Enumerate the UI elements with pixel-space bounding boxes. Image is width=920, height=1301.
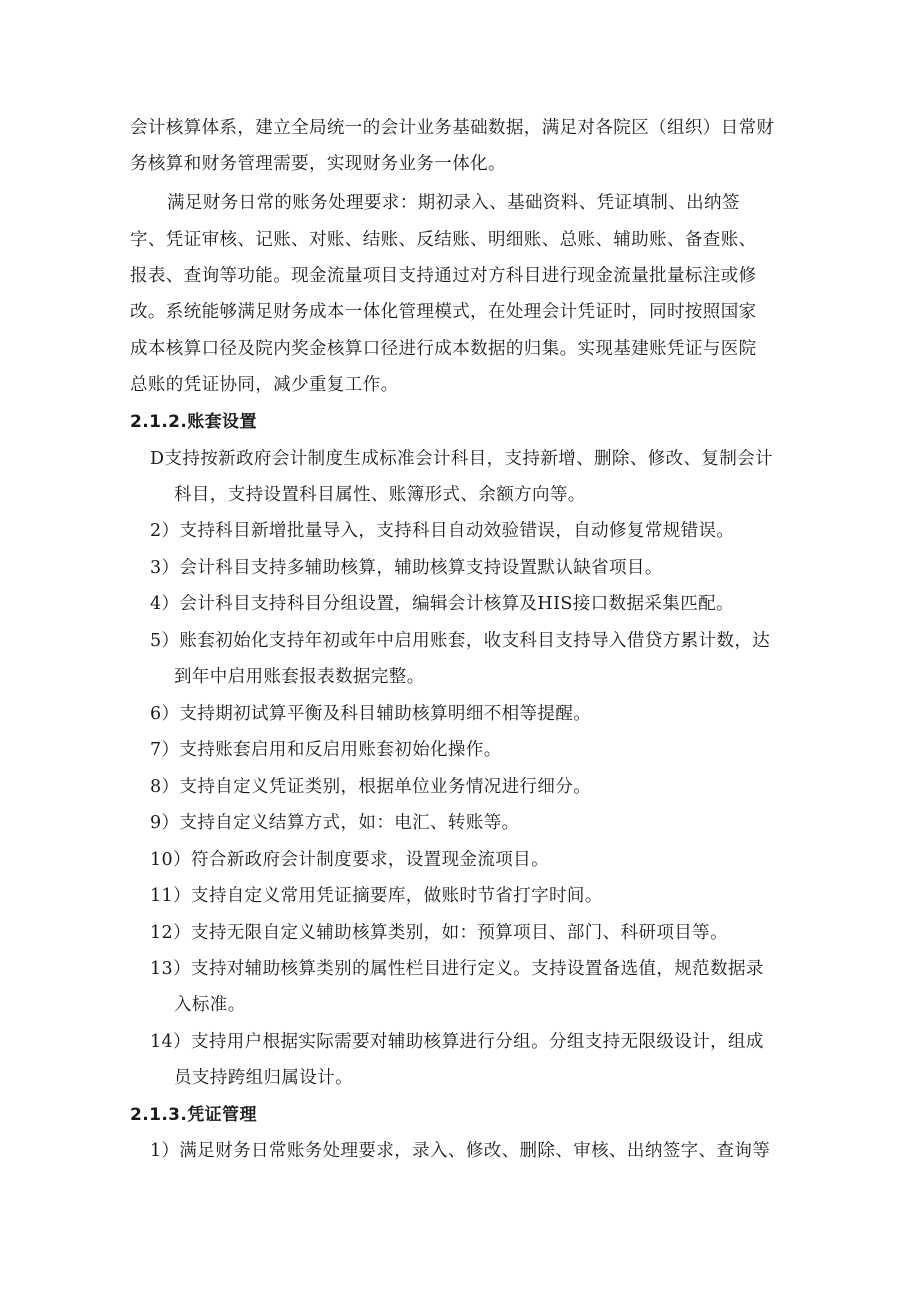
item-3: 3）会计科目支持多辅助核算，辅助核算支持设置默认缺省项目。 [150,558,663,578]
para2-line-1: 满足财务日常的账务处理要求：期初录入、基础资料、凭证填制、出纳签 [167,193,740,213]
section-heading-213: 2.1.3.凭证管理 [130,1105,257,1125]
para2-line-4: 改。系统能够满足财务成本一体化管理模式，在处理会计凭证时，同时按照国家 [130,302,757,322]
item-13-line-2: 入标准。 [174,995,246,1015]
item-14-line-1: 14）支持用户根据实际需要对辅助核算进行分组。分组支持无限级设计，组成 [150,1032,764,1052]
item-1-line-1: D支持按新政府会计制度生成标准会计科目，支持新增、删除、修改、复制会计 [150,449,774,469]
item-10: 10）符合新政府会计制度要求，设置现金流项目。 [150,850,549,870]
item-5-line-2: 到年中启用账套报表数据完整。 [174,667,425,687]
item-5-line-1: 5）账套初始化支持年初或年中启用账套，收支科目支持导入借贷方累计数，达 [150,631,771,651]
para2-line-6: 总账的凭证协同，减少重复工作。 [130,375,399,395]
section-heading-212: 2.1.2.账套设置 [130,412,257,432]
para2-line-5: 成本核算口径及院内奖金核算口径进行成本数据的归集。实现基建账凭证与医院 [130,339,757,359]
intro-line-1: 会计核算体系，建立全局统一的会计业务基础数据，满足对各院区（组织）日常财 [130,118,775,138]
item-2: 2）支持科目新增批量导入，支持科目自动效验错误，自动修复常规错误。 [150,521,735,541]
para2-line-2: 字、凭证审核、记账、对账、结账、反结账、明细账、总账、辅助账、备查账、 [130,230,757,250]
item-11: 11）支持自定义常用凭证摘要库，做账时节省打字时间。 [150,886,603,906]
item-12: 12）支持无限自定义辅助核算类别，如：预算项目、部门、科研项目等。 [150,923,728,943]
item-9: 9）支持自定义结算方式，如：电汇、转账等。 [150,813,520,833]
item-213-1: 1）满足财务日常账务处理要求，录入、修改、删除、审核、出纳签字、查询等 [150,1141,771,1161]
item-13-line-1: 13）支持对辅助核算类别的属性栏目进行定义。支持设置备选值，规范数据录 [150,959,764,979]
item-4: 4）会计科目支持科目分组设置，编辑会计核算及HIS接口数据采集匹配。 [150,594,734,614]
item-7: 7）支持账套启用和反启用账套初始化操作。 [150,740,502,760]
item-14-line-2: 员支持跨组归属设计。 [174,1068,353,1088]
item-8: 8）支持自定义凭证类别，根据单位业务情况进行细分。 [150,777,592,797]
intro-line-2: 务核算和财务管理需要，实现财务业务一体化。 [130,154,506,174]
item-6: 6）支持期初试算平衡及科目辅助核算明细不相等提醒。 [150,704,592,724]
para2-line-3: 报表、查询等功能。现金流量项目支持通过对方科目进行现金流量批量标注或修 [130,266,757,286]
item-1-line-2: 科目，支持设置科目属性、账簿形式、余额方向等。 [174,485,586,505]
